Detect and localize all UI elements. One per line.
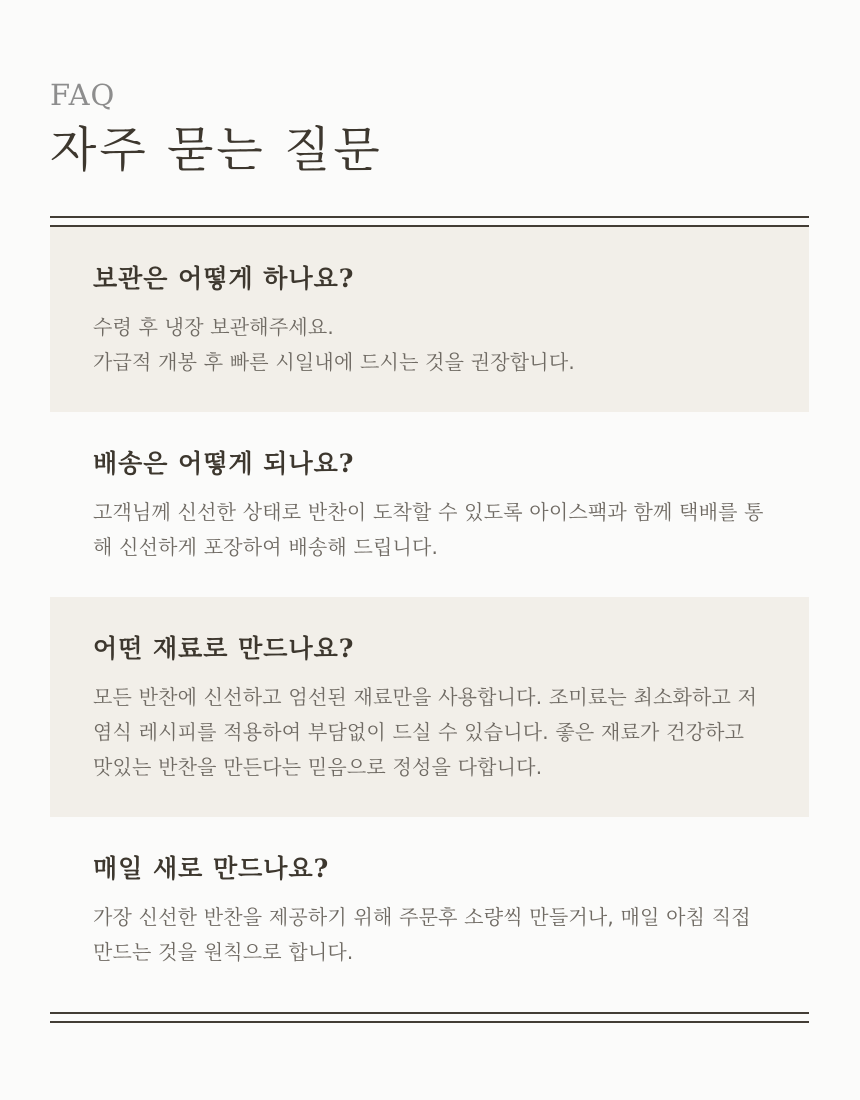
- faq-list: [50, 227, 809, 1002]
- faq-question: 보관은 어떻게 하나요?: [93, 264, 355, 294]
- top-divider: [50, 216, 809, 227]
- faq-answer-line: 고객님께 신선한 상태로 반찬이 도착할 수 있도록 아이스팩과 함께 택배를 통해 신선하게 포장하여 배송해 드립니다.: [93, 500, 764, 560]
- faq-answer: [93, 680, 764, 785]
- faq-item: [50, 597, 809, 817]
- page-title: 자주 묻는 질문: [50, 121, 383, 178]
- faq-page: [50, 0, 809, 1023]
- faq-answer-line: 모든 반찬에 신선하고 엄선된 재료만을 사용합니다. 조미료는 최소화하고 저염식 레시피를 적용하여 부담없이 드실 수 있습니다. 좋은 재료가 건강하고 맛있는 반찬을 만든다는 믿음으로 정성을 다합니다.: [93, 685, 758, 780]
- faq-item: [50, 412, 809, 597]
- faq-answer-line: 수령 후 냉장 보관해주세요.: [93, 315, 334, 340]
- faq-answer-line: 가급적 개봉 후 빠른 시일내에 드시는 것을 권장합니다.: [93, 350, 575, 375]
- faq-question: 어떤 재료로 만드나요?: [93, 634, 355, 664]
- faq-question: 배송은 어떻게 되나요?: [93, 449, 355, 479]
- faq-answer: [93, 900, 764, 970]
- faq-answer: [93, 495, 764, 565]
- faq-answer: [93, 310, 764, 380]
- faq-item: [50, 817, 809, 1002]
- bottom-divider: [50, 1012, 809, 1023]
- faq-item: [50, 227, 809, 412]
- faq-answer-line: 가장 신선한 반찬을 제공하기 위해 주문후 소량씩 만들거나, 매일 아침 직접 만드는 것을 원칙으로 합니다.: [93, 905, 751, 965]
- faq-question: 매일 새로 만드나요?: [93, 854, 330, 884]
- faq-eyebrow-label: FAQ: [50, 78, 116, 112]
- faq-header: [50, 80, 809, 179]
